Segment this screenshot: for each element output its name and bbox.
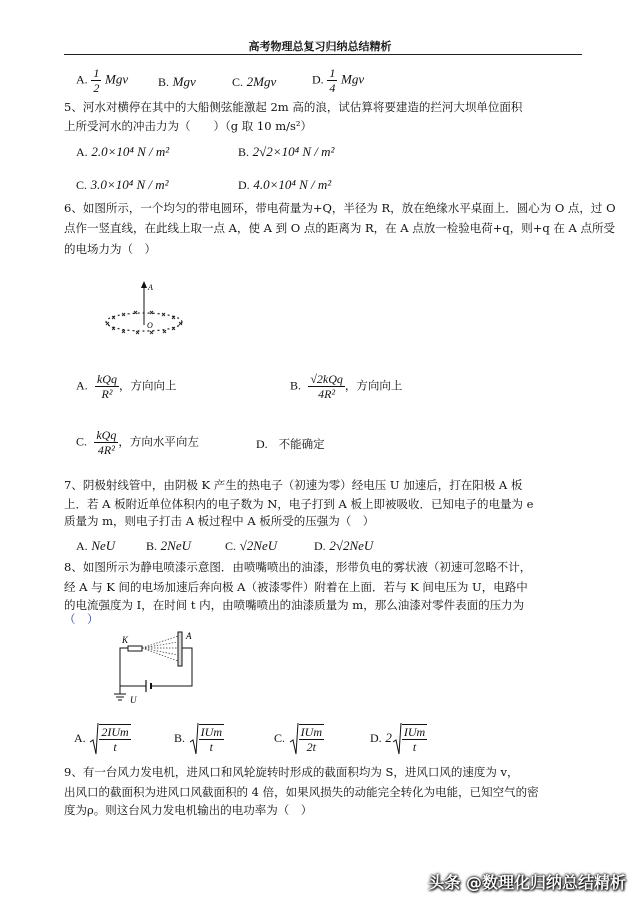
q6-option-d: D. 不能确定 [256,437,325,451]
q7-text-line1: 7、阴极射线管中，由阴极 K 产生的热电子（初速为零）经电压 U 加速后，打在阳极 A 板 [64,478,523,492]
q8-text-line4: （ ） [64,612,99,626]
sqrt-sign-icon [289,722,299,756]
q4-option-a: A. $\frac{1}{2}$ Mgv [76,66,129,95]
q4-option-b: B. Mgv [158,74,196,89]
q6-option-c: C. $\frac{\text{kQq}}{\text{4R²}}$ ，方向水平向左 [76,428,199,457]
page-header: 高考物理总复习归纳总结精析 [248,40,392,53]
q8-text-line2: 经 A 与 K 间的电场加速后奔向极 A（被漆零件）附着在上面．若与 K 间电压为 U，电路中 [64,580,528,594]
watermark: 头条 @数理化归纳总结精析 [428,873,626,892]
label-a: A [186,631,192,641]
q4-option-a-fraction: $\frac{1}{2}$ [93,66,100,95]
q7-option-b: B. 2NeU [146,538,192,553]
q8-option-a: A. $\frac{\text{2IUm}}{t}$ [74,722,131,756]
q7-option-c: C. √2NeU [225,538,278,553]
header-rule [64,54,582,55]
q5-option-d: D. 4.0×10⁴ N / m² [238,177,332,192]
q9-text-line1: 9、有一台风力发电机，进风口和风轮旋转时形成的截面积均为 S，进风口风的速度为 v， [64,765,519,779]
q7-text-line3: 质量为 m，则电子打击 A 板过程中 A 板所受的压强为（ ） [64,514,375,528]
q8-text-line3: 的电流强度为 I，在时间 t 内，由喷嘴喷出的油漆质量为 m，那么油漆对零件表面的压力为 [64,598,525,612]
q8-option-b: B. $\frac{\text{IUm}}{t}$ [174,722,224,756]
q5-text-line1: 5、河水对横停在其中的大船侧弦能激起 2m 高的浪，试估算将要建造的拦河大坝单位面积 [64,100,523,114]
q7-option-d: D. 2√2NeU [314,538,374,553]
q6-option-a: A. $\frac{\text{kQq}}{\text{R²}}$ ，方向向上 [76,372,177,401]
q5-option-c: C. 3.0×10⁴ N / m² [76,177,169,192]
q4-option-c: C. 2Mgv [232,74,277,89]
sqrt-sign-icon [189,722,199,756]
q7-text-line2: 上．若 A 板附近单位体积内的电子数为 N，电子打到 A 板上即被吸收．已知电子的电量为 e [64,497,534,511]
q6-text-line2: 点作一竖直线，在此线上取一点 A，使 A 到 O 点的距离为 R，在 A 点放一检验电荷+q，则+q 在 A 点所受 [64,221,616,235]
q8-option-d: D. 2 $\frac{\text{IUm}}{t}$ [370,722,427,756]
wire-k [120,648,146,686]
q5-option-a: A. 2.0×10⁴ N / m² [76,144,170,159]
part-a-plate [178,632,182,666]
q4-option-d-fraction: $\frac{1}{4}$ [329,66,336,95]
sqrt-sign-icon [392,722,402,756]
q7-option-a: A. NeU [76,538,116,553]
q8-text-line1: 8、如图所示为静电喷漆示意图．由喷嘴喷出的油漆，形带负电的雾状液（初速可忽略不计， [64,560,532,574]
point-a-label: A [148,283,153,292]
q9-text-line3: 度为ρ。则这台风力发电机输出的电功率为（ ） [64,803,313,817]
spray-paint-circuit-figure [110,628,210,708]
nozzle-k [128,646,142,651]
q4-option-d: D. $\frac{1}{4}$ Mgv [312,66,365,95]
q6-text-line3: 的电场力为（ ） [64,242,156,256]
q6-text-line1: 6、如图所示，一个均匀的带电圆环，带电荷量为+Q，半径为 R，放在绝缘水平桌面上．圆心为 O 点，过 O [64,201,616,215]
q9-text-line2: 出风口的截面积为进风口风截面积的 4 倍，如果风损失的动能完全转化为电能，已知空气的密 [64,785,539,799]
label-u: U [130,695,137,705]
spray-lines [142,636,178,661]
q8-option-c: C. $\frac{\text{IUm}}{2t}$ [274,722,324,756]
q5-option-b: B. 2√2×10⁴ N / m² [238,144,335,159]
label-k: K [122,635,129,645]
sqrt-sign-icon [89,722,99,756]
point-o-label: O [147,321,153,330]
q5-text-line2: 上所受河水的冲击力为（ ）（g 取 10 m/s²） [64,119,313,133]
q6-option-b: B. $\frac{\text{√2kQq}}{\text{4R²}}$ ，方向向上 [290,372,403,401]
axis-arrow-icon [141,281,147,288]
charged-ring-figure [100,278,190,342]
